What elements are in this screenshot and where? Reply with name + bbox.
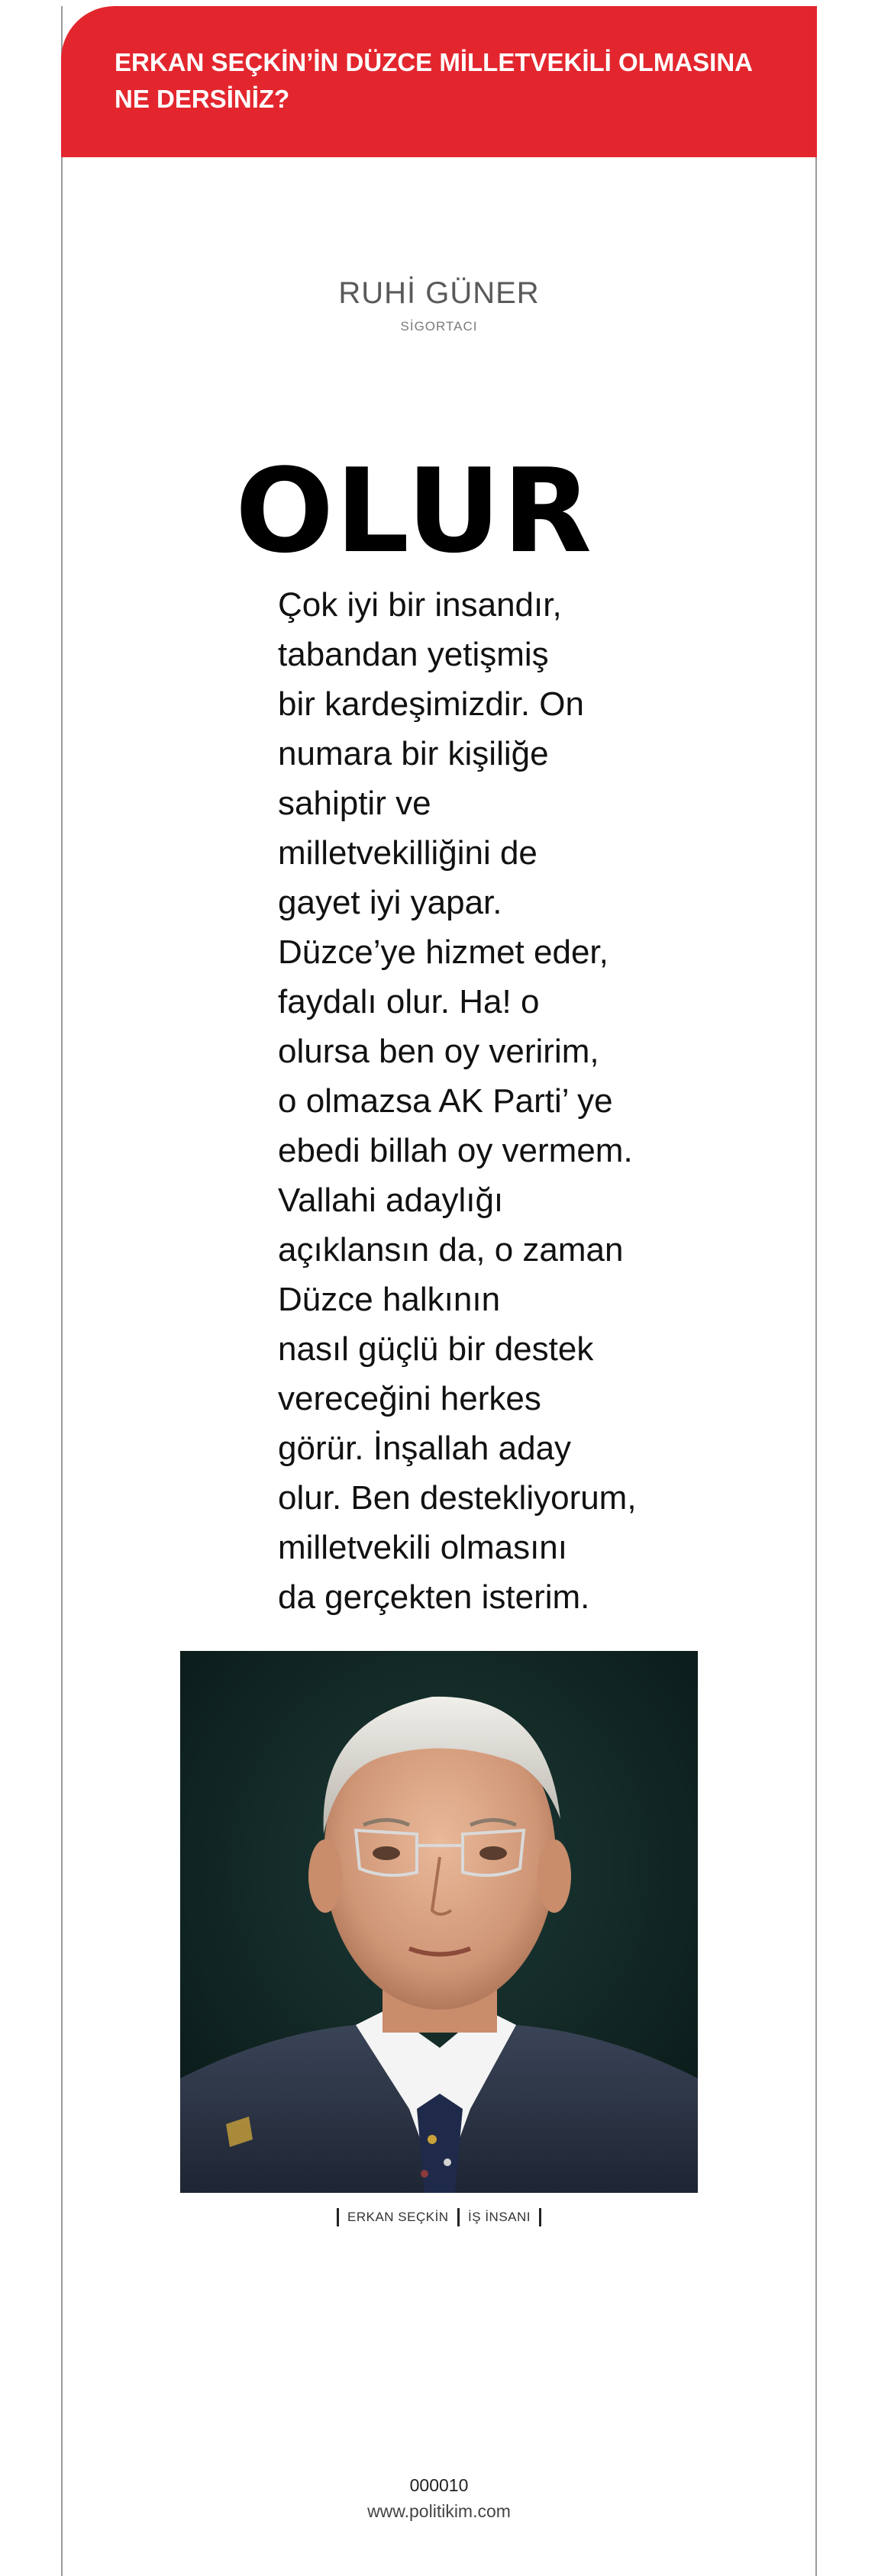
question-title-line2: NE DERSİNİZ? — [115, 85, 290, 113]
body-line: Çok iyi bir insandır, — [278, 586, 562, 624]
body-line: faydalı olur. Ha! o — [278, 983, 540, 1020]
portrait-illustration — [180, 1651, 698, 2193]
caption-divider — [457, 2208, 460, 2226]
body-line: milletvekilliğini de — [278, 834, 537, 872]
body-line: tabandan yetişmiş — [278, 636, 549, 673]
body-line: gayet iyi yapar. — [278, 884, 502, 921]
body-line: olur. Ben destekliyorum, — [278, 1479, 637, 1517]
body-line: o olmazsa AK Parti’ ye — [278, 1082, 613, 1120]
answer-headline: OLUR — [235, 443, 594, 579]
body-line: milletvekili olmasını — [278, 1529, 567, 1566]
body-line: ebedi billah oy vermem. — [278, 1132, 633, 1169]
photo-caption — [0, 2208, 878, 2226]
body-line: açıklansın da, o zaman — [278, 1231, 624, 1269]
body-line: olursa ben oy veririm, — [278, 1033, 599, 1070]
body-line: görür. İnşallah aday — [278, 1430, 572, 1467]
body-line: numara bir kişiliğe — [278, 735, 549, 772]
question-title-line1: ERKAN SEÇKİN’İN DÜZCE MİLLETVEKİLİ OLMASINA — [115, 48, 754, 76]
question-title — [115, 44, 802, 118]
portrait-photo — [180, 1651, 698, 2193]
website-link[interactable]: www.politikim.com — [367, 2501, 511, 2521]
answer-body — [278, 580, 637, 1622]
body-line: Düzce’ye hizmet eder, — [278, 933, 608, 971]
body-line: Vallahi adaylığı — [278, 1182, 504, 1219]
body-line: vereceğini herkes — [278, 1380, 541, 1417]
body-line: da gerçekten isterim. — [278, 1578, 590, 1616]
caption-subject-title: İŞ İNSANI — [468, 2210, 531, 2224]
caption-divider — [539, 2208, 541, 2226]
page-number: 000010 — [409, 2475, 469, 2495]
caption-subject-name: ERKAN SEÇKİN — [347, 2210, 449, 2224]
body-line: nasıl güçlü bir destek — [278, 1330, 594, 1368]
body-line: Düzce halkının — [278, 1281, 501, 1318]
caption-divider — [337, 2208, 339, 2226]
author-role: SİGORTACI — [400, 319, 478, 334]
author-name: RUHİ GÜNER — [338, 276, 540, 310]
body-line: sahiptir ve — [278, 785, 431, 822]
body-line: bir kardeşimizdir. On — [278, 685, 585, 723]
